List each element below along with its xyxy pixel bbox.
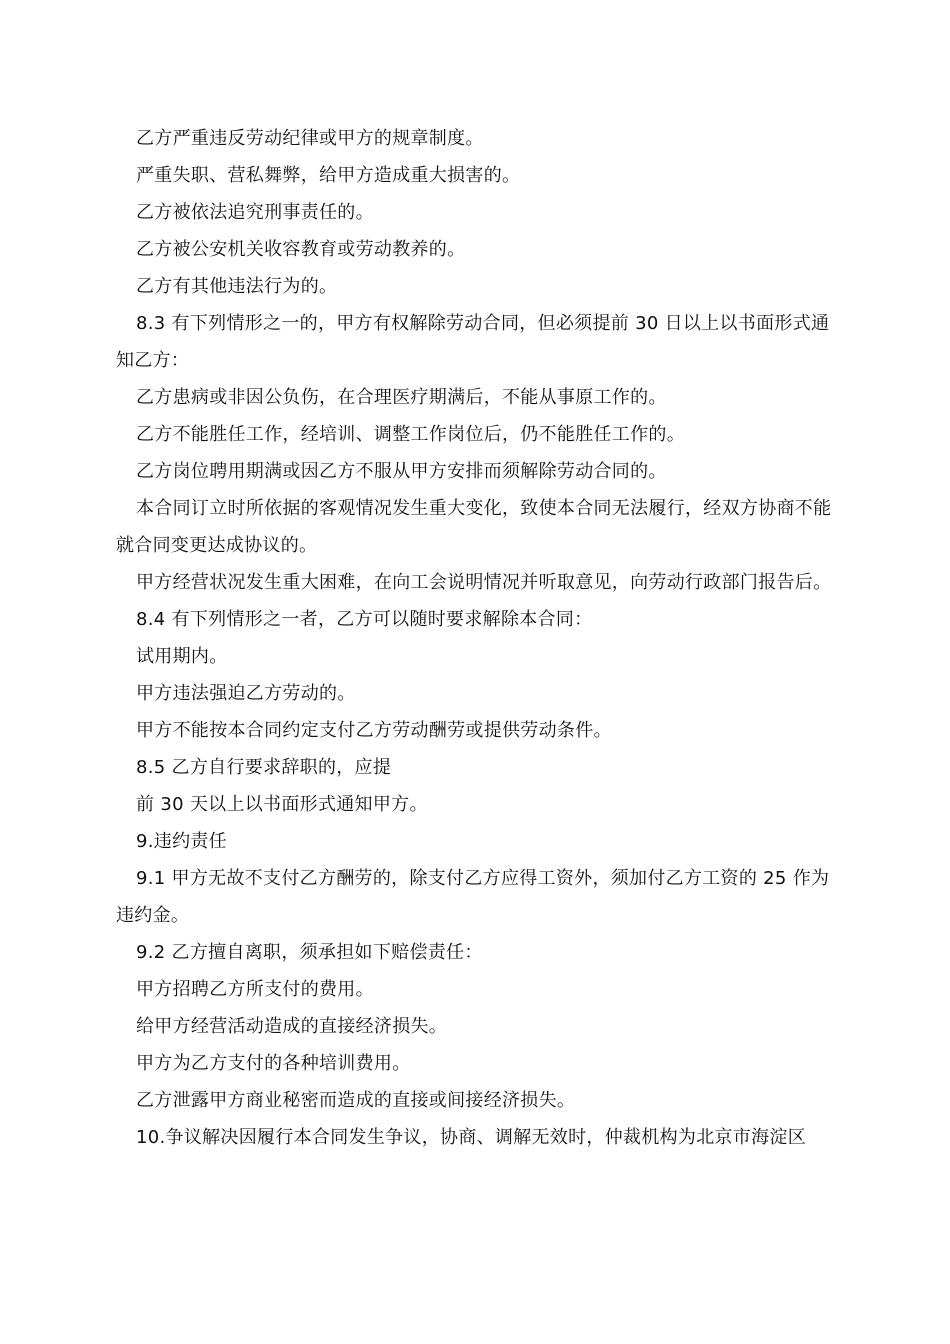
paragraph: 本合同订立时所依据的客观情况发生重大变化，致使本合同无法履行，经双方协商不能就合同变更达成协议的。 [116,498,832,556]
paragraph: 甲方违法强迫乙方劳动的。 [136,683,356,704]
paragraph: 9.2 乙方擅自离职，须承担如下赔偿责任： [136,942,483,963]
paragraph: 8.3 有下列情形之一的，甲方有权解除劳动合同，但必须提前 30 日以上以书面形式通知乙方： [116,313,830,371]
paragraph: 8.5 乙方自行要求辞职的，应提 [136,757,392,778]
paragraph: 9.1 甲方无故不支付乙方酬劳的，除支付乙方应得工资外，须加付乙方工资的 25 作为违约金。 [116,868,830,926]
paragraph: 乙方不能胜任工作，经培训、调整工作岗位后，仍不能胜任工作的。 [136,424,685,445]
paragraph: 乙方岗位聘用期满或因乙方不服从甲方安排而须解除劳动合同的。 [136,461,667,482]
paragraph: 8.4 有下列情形之一者，乙方可以随时要求解除本合同： [136,609,593,630]
paragraph: 甲方招聘乙方所支付的费用。 [136,979,374,1000]
paragraph: 甲方经营状况发生重大困难，在向工会说明情况并听取意见，向劳动行政部门报告后。 [136,572,832,593]
document-body [116,120,836,1156]
paragraph: 乙方患病或非因公负伤，在合理医疗期满后，不能从事原工作的。 [136,387,667,408]
paragraph: 前 30 天以上以书面形式通知甲方。 [136,794,428,815]
paragraph: 乙方被依法追究刑事责任的。 [136,202,374,223]
paragraph: 乙方被公安机关收容教育或劳动教养的。 [136,239,466,260]
paragraph: 乙方泄露甲方商业秘密而造成的直接或间接经济损失。 [136,1090,576,1111]
paragraph: 甲方为乙方支付的各种培训费用。 [136,1053,411,1074]
paragraph: 乙方严重违反劳动纪律或甲方的规章制度。 [136,128,484,149]
paragraph: 试用期内。 [136,646,228,667]
paragraph: 严重失职、营私舞弊，给甲方造成重大损害的。 [136,165,521,186]
paragraph: 乙方有其他违法行为的。 [136,276,338,297]
section-heading: 9.违约责任 [136,831,227,852]
paragraph: 甲方不能按本合同约定支付乙方劳动酬劳或提供劳动条件。 [136,720,612,741]
paragraph: 给甲方经营活动造成的直接经济损失。 [136,1016,448,1037]
paragraph: 10.争议解决因履行本合同发生争议，协商、调解无效时，仲裁机构为北京市海淀区 [136,1127,807,1148]
